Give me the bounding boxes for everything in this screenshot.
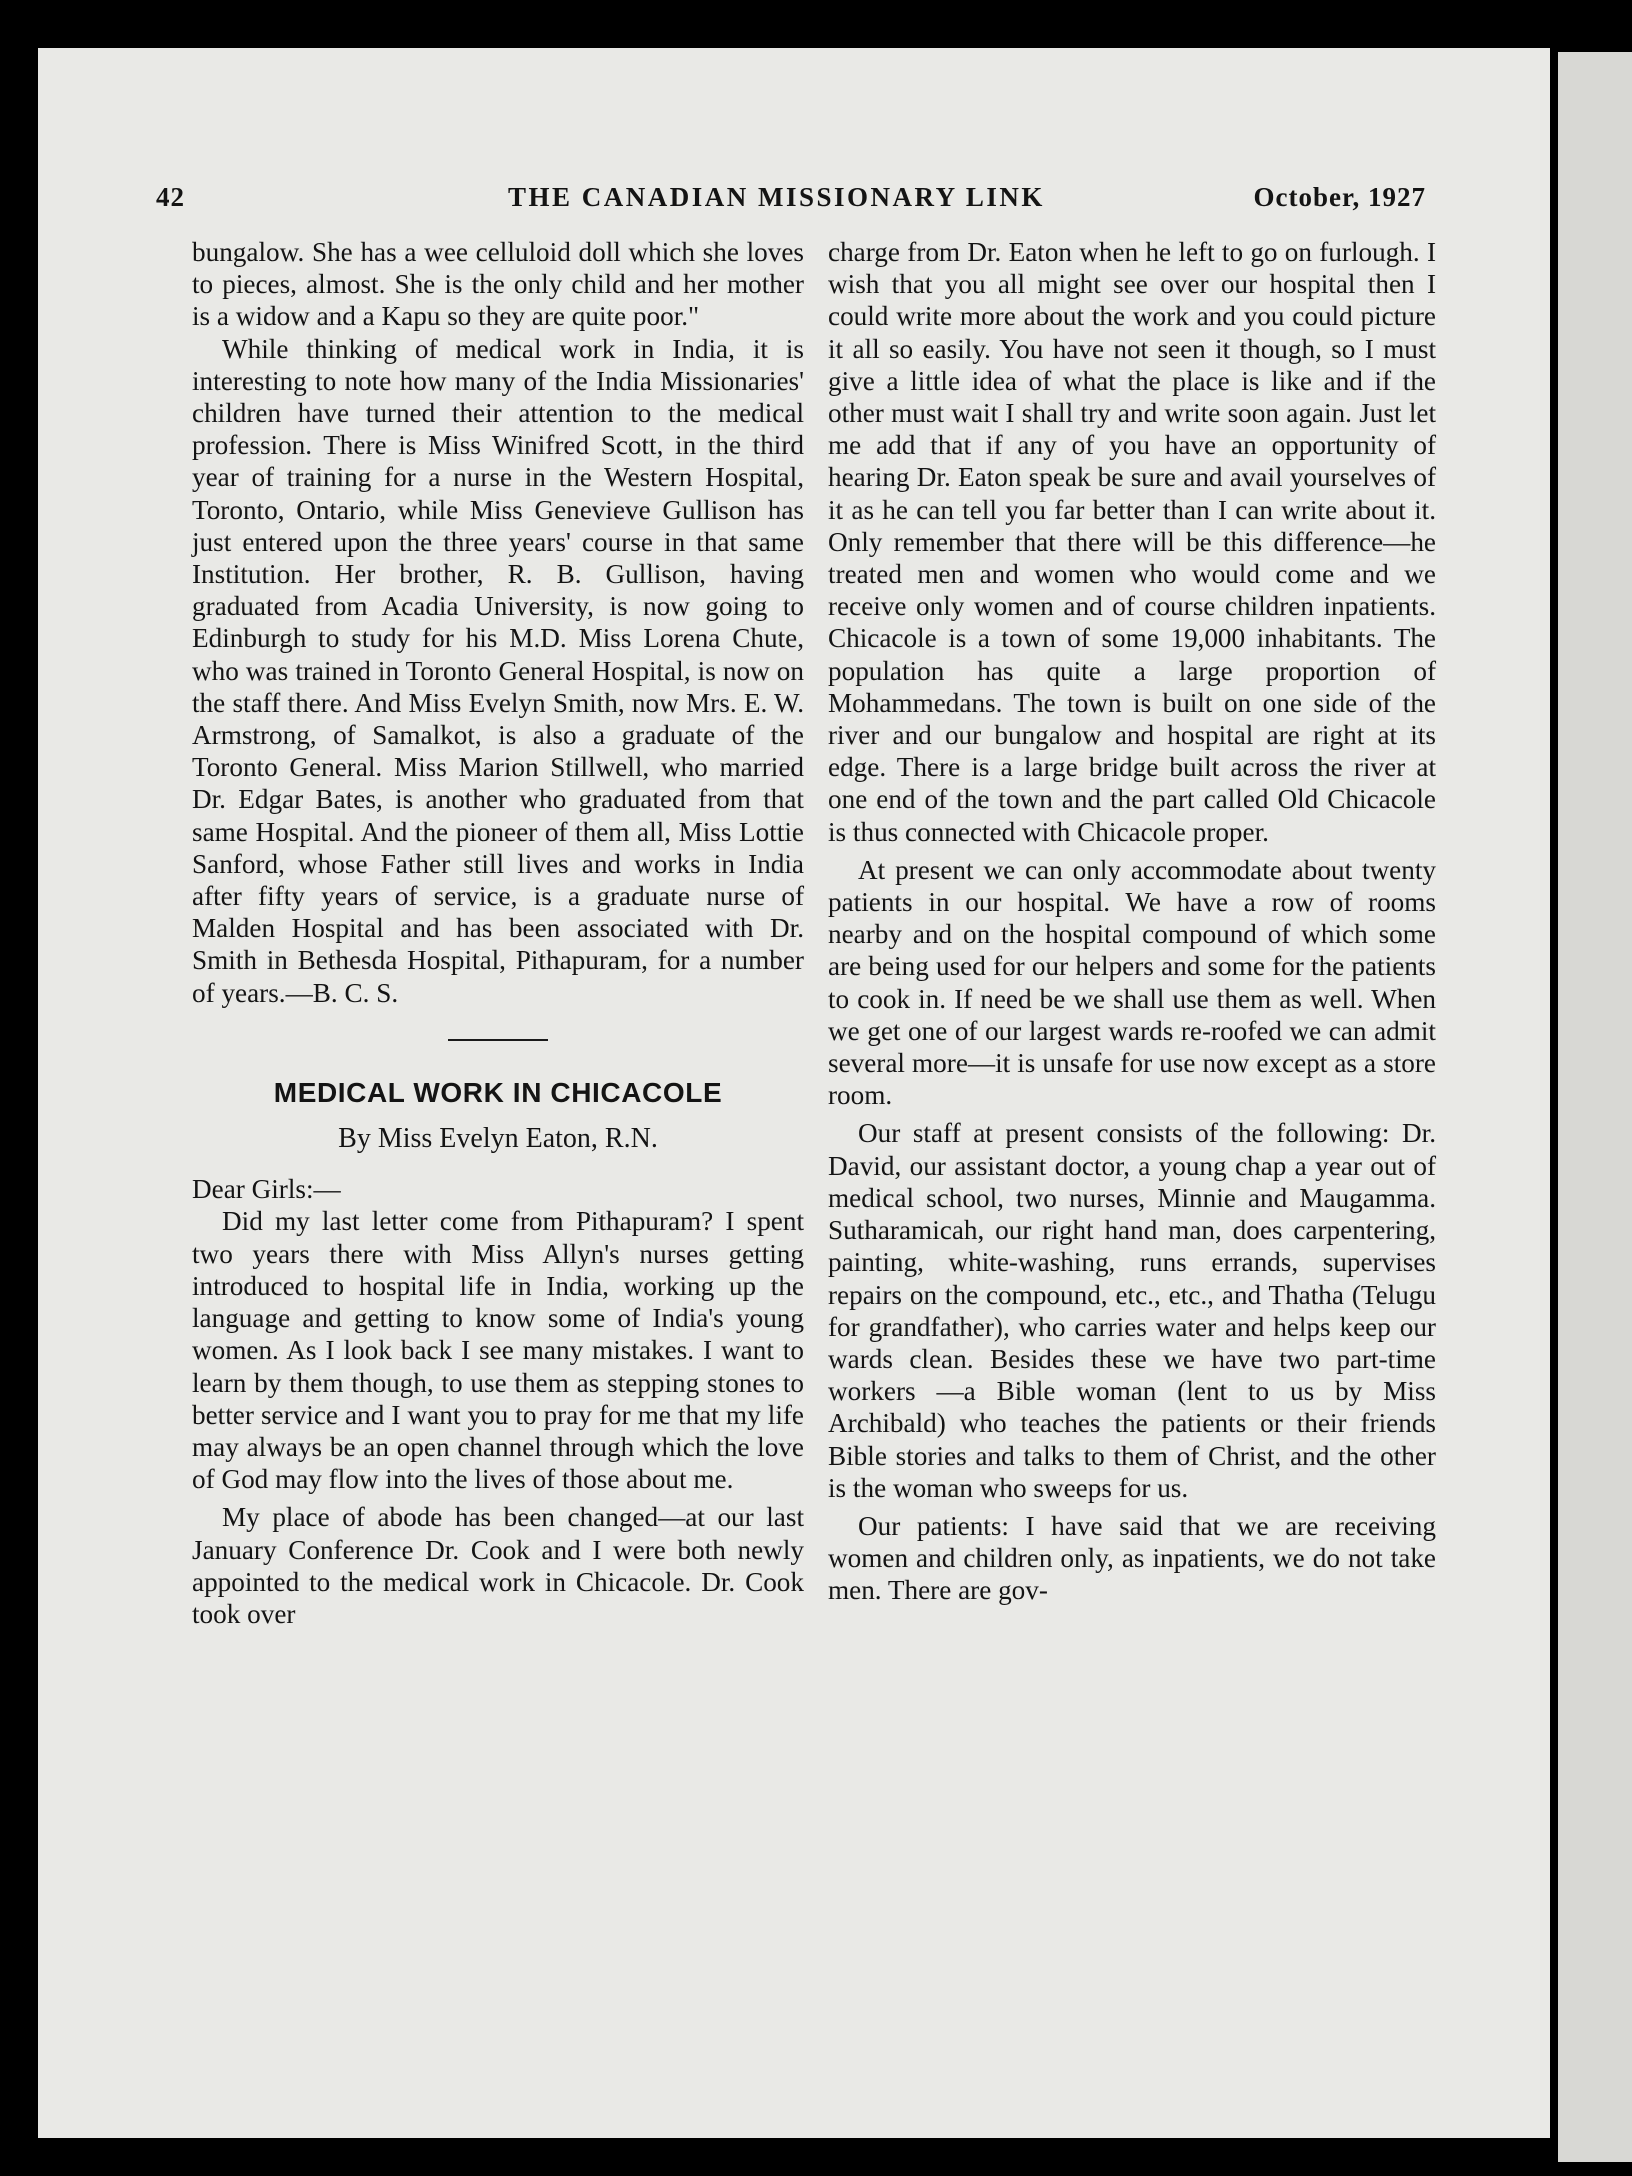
section-divider [448, 1039, 548, 1041]
body-paragraph: Did my last letter come from Pithapuram? I spent two years there with Miss Allyn's nurses getting introduced to hospital life in India, working up the language and getting to know some of India's young women. As I look back I see many mistakes. I want to learn by them though, to use them as stepping stones to better service and I want you to pray for me that my life may always be an open channel through which the love of God may flow into the lives of those about me. [192, 1206, 804, 1495]
running-header [156, 182, 1426, 222]
body-paragraph: Our staff at present consists of the following: Dr. David, our assistant doctor, a young chap a year out of medical school, two nurses, Minnie and Maugamma. Sutharamicah, our right hand man, does carpentering, painting, white-washing, runs errands, supervises repairs on the compound, etc., etc., and Thatha (Telugu for grandfather), who carries water and helps keep our wards clean. Besides these we have two part-time workers —a Bible woman (lent to us by Miss Archibald) who teaches the patients or their friends Bible stories and talks to them of Christ, and the other is the woman who sweeps for us. [828, 1118, 1436, 1503]
adjacent-page-edge [1558, 52, 1632, 2162]
right-column [828, 236, 1436, 1607]
article-byline: By Miss Evelyn Eaton, R.N. [338, 1123, 658, 1155]
continued-paragraph: bungalow. She has a wee celluloid doll which she loves to pieces, almost. She is the only child and her mother is a widow and a Kapu so they are quite poor." [192, 237, 804, 332]
journal-title: THE CANADIAN MISSIONARY LINK [508, 182, 1045, 212]
article-title: MEDICAL WORK IN CHICACOLE [273, 1076, 723, 1108]
continued-paragraph: charge from Dr. Eaton when he left to go on furlough. I wish that you all might see over our hospital then I could write more about the work and you could picture it all so easily. You have not seen it though, so I must give a little idea of what the place is like and if the other must wait I shall try and write soon again. Just let me add that if any of you have an opportunity of hearing Dr. Eaton speak be sure and avail yourselves of it as he can tell you far better than I can write about it. Only remember that there will be this difference—he treated men and women who would come and we receive only women and of course children inpatients. Chicacole is a town of some 19,000 inhabitants. The population has quite a large proportion of Mohammedans. The town is built on one side of the river and our bungalow and hospital are right at its edge. There is a large bridge built across the river at one end of the town and the part called Old Chicacole is thus connected with Chicacole proper. [828, 237, 1436, 847]
body-paragraph: My place of abode has been changed—at our last January Conference Dr. Cook and I were both newly appointed to the medical work in Chicacole. Dr. Cook took over [192, 1502, 804, 1629]
body-paragraph: Our patients: I have said that we are receiving women and children only, as inpatients, we do not take men. There are gov- [828, 1510, 1436, 1606]
page-number: 42 [156, 182, 185, 212]
body-paragraph: At present we can only accommodate about twenty patients in our hospital. We have a row of rooms nearby and on the hospital compound of which some are being used for our helpers and some for the patients to cook in. If need be we shall use them as well. When we get one of our largest wards re-roofed we can admit several more—it is unsafe for use now except as a store room. [828, 854, 1436, 1111]
issue-date: October, 1927 [1253, 182, 1426, 212]
left-column [192, 236, 804, 1630]
page-gutter [1550, 0, 1558, 2176]
body-paragraph: While thinking of medical work in India, it is interesting to note how many of the India Missionaries' children have turned their attention to the medical profession. There is Miss Winifred Scott, in the third year of training for a nurse in the Western Hospital, Toronto, Ontario, while Miss Genevieve Gullison has just entered upon the three years' course in that same Institution. Her brother, R. B. Gullison, having graduated from Acadia University, is now going to Edinburgh to study for his M.D. Miss Lorena Chute, who was trained in Toronto General Hospital, is now on the staff there. And Miss Evelyn Smith, now Mrs. E. W. Armstrong, of Samalkot, is also a graduate of the Toronto General. Miss Marion Stillwell, who married Dr. Edgar Bates, is another who graduated from that same Hospital. And the pioneer of them all, Miss Lottie Sanford, whose Father still lives and works in India after fifty years of service, is a graduate nurse of Malden Hospital and has been associated with Dr. Smith in Bethesda Hospital, Pithapuram, for a number of years.—B. C. S. [192, 333, 804, 1008]
letter-salutation: Dear Girls:— [192, 1174, 341, 1205]
